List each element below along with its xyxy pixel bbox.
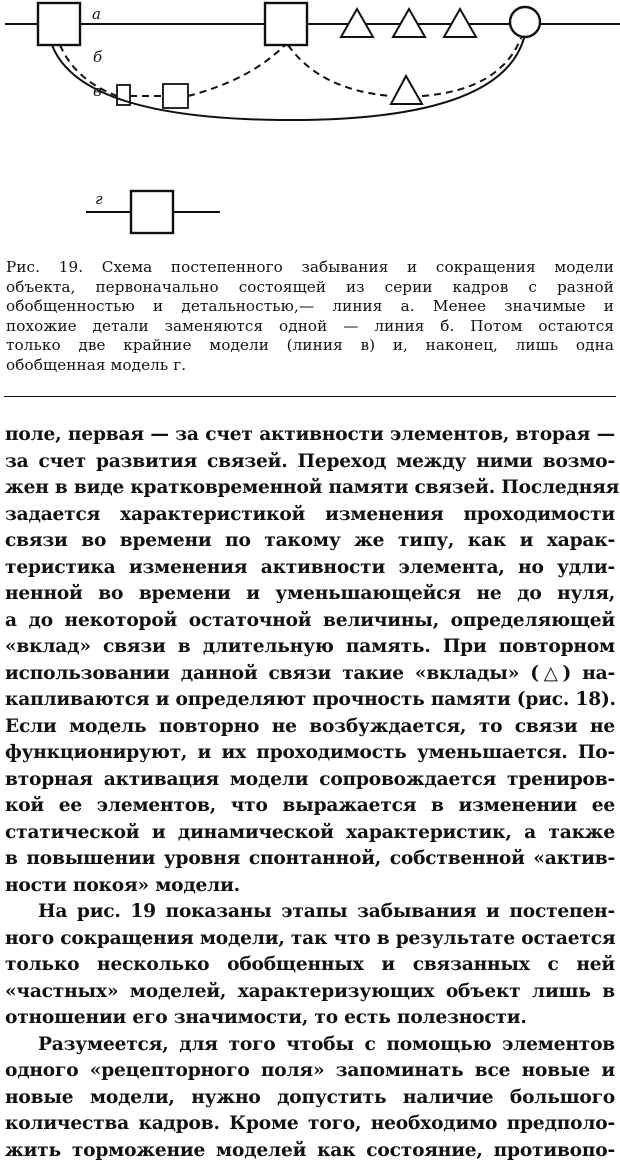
text-line: в повышении уровня спонтанной, собственной «актив- (5, 846, 615, 873)
caption-line: обобщенностью и детальностью,— линия а. Менее значимые и (6, 297, 614, 317)
text-line: функционируют, и их проходимость уменьшается. По- (5, 740, 615, 767)
text-line: вторная активация модели сопровождается трениров- (5, 767, 615, 794)
line-b-dashed (422, 38, 521, 96)
frame-large-middle (265, 3, 307, 45)
text-line: жить торможение моделей как состояние, противопо- (5, 1138, 615, 1164)
caption-line: Рис. 19. Схема постепенного забывания и сокращения модели (6, 258, 614, 278)
separator-rule (4, 396, 616, 397)
figure-caption (6, 258, 614, 376)
caption-line: объекта, первоначально состоящей из серии кадров с разной (6, 278, 614, 298)
text-line: ненной во времени и уменьшающейся не до нуля, (5, 581, 615, 608)
paragraph-3 (5, 1032, 615, 1164)
text-line: поле, первая — за счет активности элементов, вторая — (5, 422, 615, 449)
text-line: статической и динамической характеристик, а также (5, 820, 615, 847)
caption-line: похожие детали заменяются одной — линия б. Потом остаются (6, 317, 614, 337)
label-v: в (93, 82, 102, 100)
text-line: «вклад» связи в длительную память. При повторном (5, 634, 615, 661)
figure-19-diagram (0, 0, 620, 250)
object-circle (510, 7, 540, 37)
text-line: только несколько обобщенных и связанных с ней (5, 952, 615, 979)
text-line: использовании данной связи такие «вклады» (△) на- (5, 661, 615, 688)
text-line: ности покоя» модели. (5, 873, 615, 900)
text-line: связи во времени по такому же типу, как и харак- (5, 528, 615, 555)
forgetting-scheme-svg (0, 0, 620, 250)
text-line: На рис. 19 показаны этапы забывания и постепен- (5, 899, 615, 926)
body-text (5, 422, 615, 1164)
text-line: отношении его значимости, то есть полезности. (5, 1005, 615, 1032)
text-line: кой ее элементов, что выражается в изменении ее (5, 793, 615, 820)
text-line: за счет развития связей. Переход между ними возмо- (5, 449, 615, 476)
text-line: Разумеется, для того чтобы с помощью элементов (5, 1032, 615, 1059)
text-line: Если модель повторно не возбуждается, то связи не (5, 714, 615, 741)
text-line: капливаются и определяют прочность памяти (рис. 18). (5, 687, 615, 714)
line-v-arc (52, 38, 524, 120)
caption-line: только две крайние модели (линия в) и, наконец, лишь одна (6, 336, 614, 356)
text-line: «частных» моделей, характеризующих объект лишь в (5, 979, 615, 1006)
text-line: задается характеристикой изменения проходимости (5, 502, 615, 529)
text-line: а до некоторой остаточной величины, определяющей (5, 608, 615, 635)
frame-small (163, 84, 188, 108)
frame-generalized (131, 191, 173, 233)
detail-triangle-merged (391, 76, 422, 104)
label-b: б (93, 48, 103, 66)
paragraph-2 (5, 899, 615, 1032)
text-line: ного сокращения модели, так что в результате остается (5, 926, 615, 953)
line-b-dashed (288, 45, 391, 96)
text-line: одного «рецепторного поля» запоминать все новые и (5, 1058, 615, 1085)
text-line: жен в виде кратковременной памяти связей. Последняя (5, 475, 615, 502)
label-a: а (92, 5, 101, 23)
label-g: г (95, 190, 103, 208)
caption-line: обобщенная модель г. (6, 356, 614, 376)
text-line: количества кадров. Кроме того, необходимо предполо- (5, 1111, 615, 1138)
text-line: новые модели, нужно допустить наличие большого (5, 1085, 615, 1112)
paragraph-1 (5, 422, 615, 899)
text-line: теристика изменения активности элемента, но удли- (5, 555, 615, 582)
line-b-dashed (188, 45, 285, 96)
frame-large-left (38, 3, 80, 45)
